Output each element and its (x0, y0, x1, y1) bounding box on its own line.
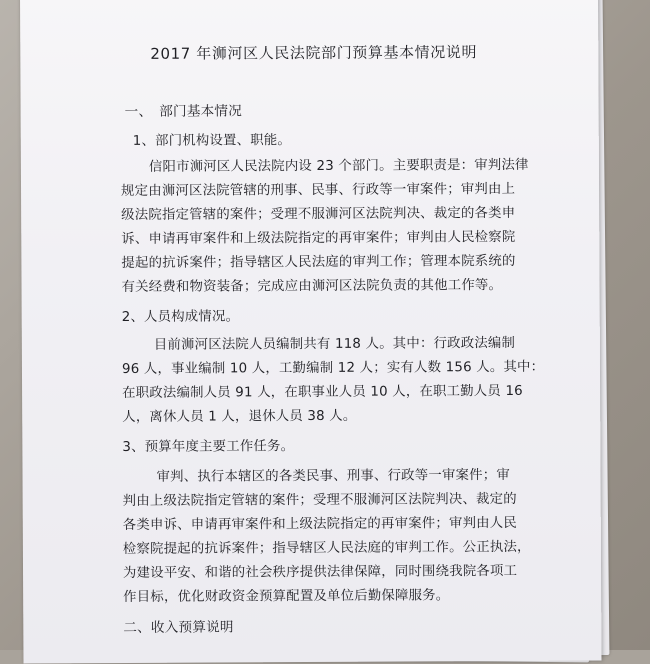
paragraph-line: 级法院指定管辖的案件；受理不服浉河区法院判决、裁定的各类申 (121, 205, 516, 223)
paragraph-line: 在职政法编制人员 91 人，在职事业人员 10 人，在职工勤人员 16 (122, 383, 523, 401)
subsection-heading-3: 3、预算年度主要工作任务。 (122, 439, 295, 455)
document-page (20, 0, 602, 664)
paragraph-line: 目前浉河区法院人员编制共有 118 人。其中：行政政法编制 (153, 335, 516, 353)
paragraph-line: 96 人，事业编制 10 人，工勤编制 12 人；实有人数 156 人。其中： (121, 359, 545, 377)
paragraph-line: 各类申诉、申请再审案件和上级法院指定的再审案件；审判由人民 (122, 515, 517, 533)
paragraph-line: 为建设平安、和谐的社会秩序提供法律保障，同时围绕我院各项工 (123, 563, 518, 581)
document-body (20, 0, 602, 664)
paragraph-line: 诉、申请再审案件和上级法院指定的再审案件；审判由人民检察院 (121, 229, 516, 247)
subsection-heading-2: 2、人员构成情况。 (121, 309, 240, 325)
paragraph-line: 判由上级法院指定管辖的案件；受理不服浉河区法院判决、裁定的 (122, 491, 517, 509)
paragraph-line: 作目标，优化财政资金预算配置及单位后勤保障服务。 (123, 588, 450, 605)
section-heading-1: 一、 部门基本情况 (124, 103, 243, 120)
paragraph-line: 检察院提起的抗诉案件；指导辖区人民法庭的审判工作。公正执法， (122, 539, 531, 557)
paragraph-line: 提起的抗诉案件；指导辖区人民法庭的审判工作；管理本院系统的 (121, 253, 516, 271)
paragraph-line: 规定由浉河区法院管辖的刑事、民事、行政等一审案件；审判由上 (121, 181, 516, 199)
paragraph-line: 信阳市浉河区人民法院内设 23 个部门。主要职责是：审判法律 (148, 157, 529, 175)
subsection-heading-1: 1、部门机构设置、职能。 (132, 133, 292, 149)
paragraph-line: 有关经费和物资装备；完成应由浉河区法院负责的其他工作等。 (121, 277, 503, 295)
document-title: 2017 年浉河区人民法院部门预算基本情况说明 (150, 43, 478, 63)
section-heading-2: 二、收入预算说明 (123, 619, 234, 636)
paragraph-line: 人，离休人员 1 人，退休人员 38 人。 (122, 408, 357, 425)
paragraph-line: 审判、执行本辖区的各类民事、刑事、行政等一审案件；审 (156, 467, 510, 485)
